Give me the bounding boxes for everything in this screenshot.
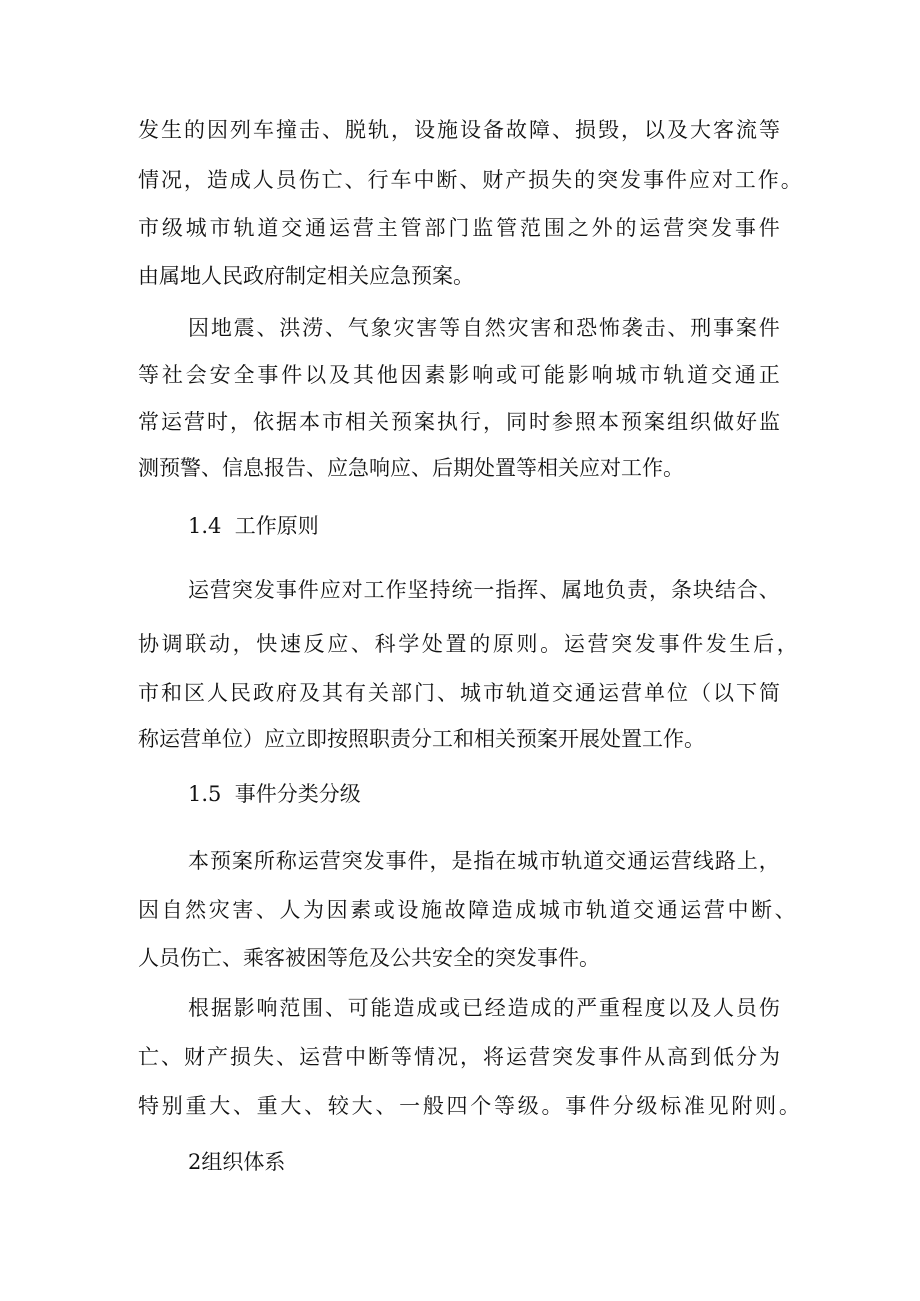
paragraph-4-line-2: 因 自 然 灾 害 、 人 为 因 素 或 设 施 故 障 造 成 城 市 轨 道 交 通 运 营 中 断 、 [138, 898, 796, 922]
paragraph-4-line-1: 本 预 案 所 称 运 营 突 发 事 件 ， 是 指 在 城 市 轨 道 交 通 运 营 线 路 上 ， [188, 849, 780, 873]
paragraph-1-line-2: 情 况 ， 造 成 人 员 伤 亡 、 行 车 中 断 、 财 产 损 失 的 突 发 事 件 应 对 工 作 。 [138, 168, 802, 192]
paragraph-2-line-1: 因 地 震 、 洪 涝 、 气 象 灾 害 等 自 然 灾 害 和 恐 怖 袭 击 、 刑 事 案 件 [188, 316, 780, 340]
paragraph-1-line-4: 由属地人民政府制定相关应急预案。 [138, 264, 474, 288]
paragraph-5-line-2: 亡 、 财 产 损 失 、 运 营 中 断 等 情 况 ， 将 运 营 突 发 事 件 从 高 到 低 分 为 [138, 1045, 780, 1069]
paragraph-5-line-1: 根 据 影 响 范 围 、 可 能 造 成 或 已 经 造 成 的 严 重 程 度 以 及 人 员 伤 [188, 996, 780, 1020]
paragraph-2-line-4: 测预警、信息报告、应急响应、后期处置等相关应对工作。 [138, 456, 684, 480]
paragraph-3-line-3: 市 和 区 人 民 政 府 及 其 有 关 部 门 、 城 市 轨 道 交 通 运 营 单 位 （ 以 下 简 [138, 681, 780, 705]
section-heading-1-4: 1.4 工作原则 [188, 514, 319, 538]
paragraph-3-line-4: 称运营单位）应立即按照职责分工和相关预案开展处置工作。 [138, 727, 705, 751]
paragraph-4-line-3: 人员伤亡、乘客被困等危及公共安全的突发事件。 [138, 946, 600, 970]
paragraph-5-line-3: 特 别 重 大 、 重 大 、 较 大 、 一 般 四 个 等 级 。 事 件 分 级 标 准 见 附 则 。 [138, 1094, 800, 1118]
section-heading-1-5: 1.5 事件分类分级 [188, 782, 361, 806]
paragraph-1-line-1: 发 生 的 因 列 车 撞 击 、 脱 轨 ， 设 施 设 备 故 障 、 损 毁 ， 以 及 大 客 流 等 [138, 118, 780, 142]
paragraph-3-line-1: 运 营 突 发 事 件 应 对 工 作 坚 持 统 一 指 挥 、 属 地 负 责 ， 条 块 结 合 、 [188, 578, 780, 602]
paragraph-2-line-3: 常 运 营 时 ， 依 据 本 市 相 关 预 案 执 行 ， 同 时 参 照 本 预 案 组 织 做 好 监 [138, 410, 780, 434]
paragraph-3-line-2: 协 调 联 动 ， 快 速 反 应 、 科 学 处 置 的 原 则 。 运 营 突 发 事 件 发 生 后 ， [138, 632, 798, 656]
section-heading-2: 2组织体系 [188, 1150, 286, 1174]
paragraph-2-line-2: 等 社 会 安 全 事 件 以 及 其 他 因 素 影 响 或 可 能 影 响 城 市 轨 道 交 通 正 [138, 363, 780, 387]
paragraph-1-line-3: 市 级 城 市 轨 道 交 通 运 营 主 管 部 门 监 管 范 围 之 外 的 运 营 突 发 事 件 [138, 216, 780, 240]
